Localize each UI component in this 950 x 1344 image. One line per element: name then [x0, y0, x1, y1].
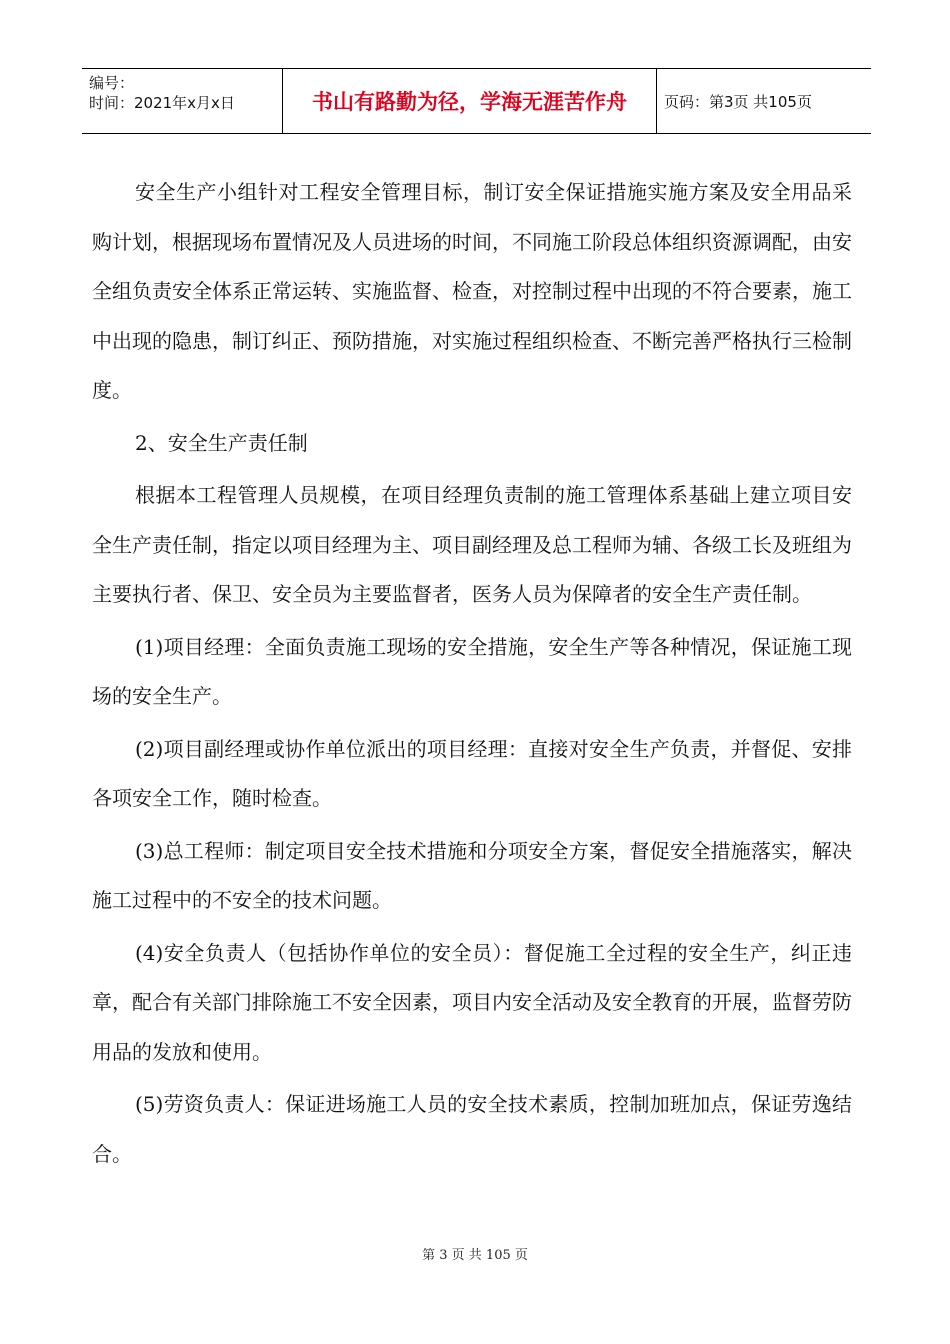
list-item: (5)劳资负责人：保证进场施工人员的安全技术素质，控制加班加点，保证劳逸结合。 — [92, 1092, 852, 1166]
header-motto: 书山有路勤为径，学海无涯苦作舟 — [283, 69, 657, 133]
document-body — [92, 168, 852, 1182]
paragraph: 根据本工程管理人员规模，在项目经理负责制的施工管理体系基础上建立项目安全生产责任制，指定以项目经理为主、项目副经理及总工程师为辅、各级工长及班组为主要执行者、保卫、安全员为主要监督者，医务人员为保障者的安全生产责任制。 — [92, 483, 852, 606]
paragraph: 安全生产小组针对工程安全管理目标，制订安全保证措施实施方案及安全用品采购计划，根据现场布置情况及人员进场的时间，不同施工阶段总体组织资源调配，由安全组负责安全体系正常运转、实施监督、检查，对控制过程中出现的不符合要素，施工中出现的隐患，制订纠正、预防措施，对实施过程组织检查、不断完善严格执行三检制度。 — [92, 180, 852, 402]
page-footer: 第 3 页 共 105 页 — [422, 1248, 528, 1263]
list-item: (3)总工程师：制定项目安全技术措施和分项安全方案，督促安全措施落实，解决施工过程中的不安全的技术问题。 — [92, 838, 852, 912]
document-number-label: 编号： — [89, 74, 135, 92]
list-item: (2)项目副经理或协作单位派出的项目经理：直接对安全生产负责，并督促、安排各项安全工作，随时检查。 — [92, 736, 852, 810]
document-date: 时间：2021年x月x日 — [89, 94, 235, 112]
list-item: (1)项目经理：全面负责施工现场的安全措施，安全生产等各种情况，保证施工现场的安全生产。 — [92, 634, 852, 708]
section-heading: 2、安全生产责任制 — [135, 430, 308, 455]
page-header — [82, 68, 871, 134]
header-page-info: 页码：第3页 共105页 — [664, 92, 812, 111]
list-item: (4)安全负责人（包括协作单位的安全员）：督促施工全过程的安全生产，纠正违章，配合有关部门排除施工不安全因素，项目内安全活动及安全教育的开展，监督劳防用品的发放和使用。 — [92, 940, 852, 1064]
header-meta — [82, 69, 283, 133]
